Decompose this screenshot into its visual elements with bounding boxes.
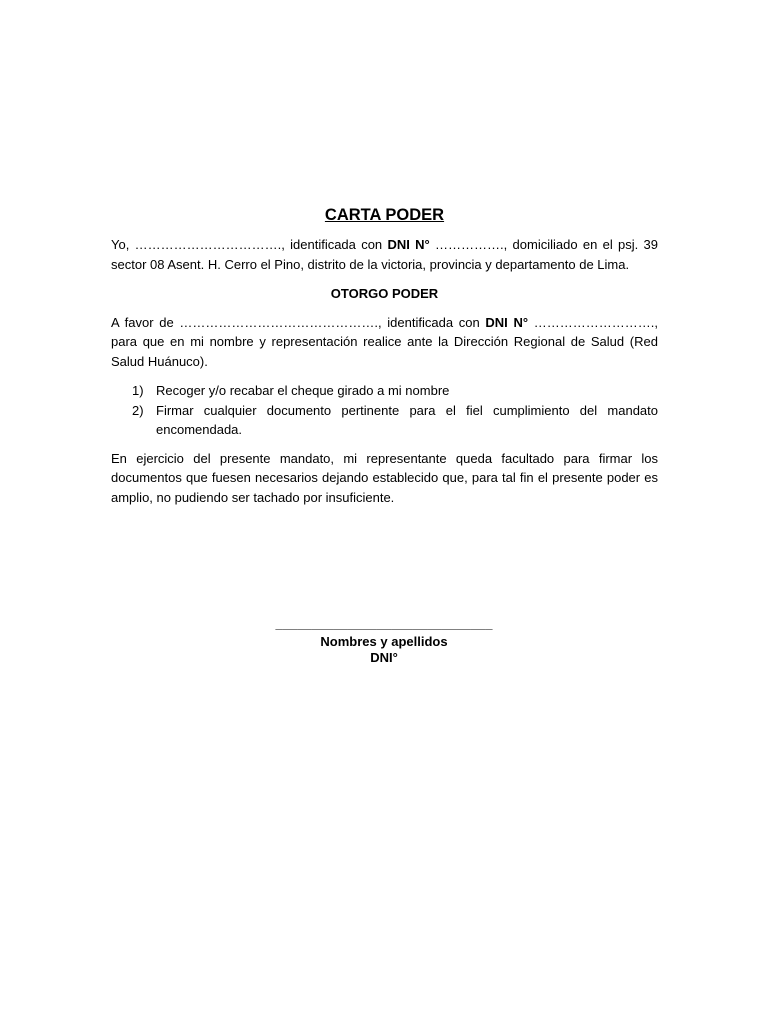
grantee-paragraph: [111, 313, 658, 372]
list-item-number: 2): [132, 402, 144, 418]
list-item-number: 1): [132, 383, 144, 398]
grantor-text-2: ……………., domiciliado en el psj. 39 sector 08 Asent. H. Cerro el Pino, distrito de la victoria, provincia y departamento de Lima.: [111, 237, 659, 272]
mandate-paragraph: En ejercicio del presente mandato, mi representante queda facultado para firmar los documentos que fuesen necesarios dejando establecido que, para tal fin el presente poder es amplio, no pudiendo ser tachado por insuficiente.: [111, 450, 658, 505]
signature-name-label: Nombres y apellidos: [320, 634, 448, 649]
signature-line: ______________________________: [275, 616, 493, 631]
powers-list: [111, 381, 658, 440]
list-item: [111, 381, 658, 401]
section-heading: OTORGO PODER: [330, 286, 439, 301]
list-item: [111, 401, 658, 440]
grantor-dni-label: DNI N°: [387, 237, 430, 252]
signature-block: [0, 616, 768, 666]
grantee-dni-label: DNI N°: [485, 314, 529, 330]
document-title: CARTA PODER: [324, 206, 445, 224]
grantee-text-2: ………………………., para que en mi nombre y representación realice ante la Dirección Regional de Salud (Red Salud Huánuco).: [111, 314, 658, 369]
list-item-text: Recoger y/o recabar el cheque girado a mi nombre: [156, 383, 450, 398]
grantor-paragraph: [111, 235, 658, 274]
grantor-text-1: Yo, ……………………………., identificada con: [111, 237, 388, 252]
document-body: [111, 204, 658, 517]
list-item-text: Firmar cualquier documento pertinente para el fiel cumplimiento del mandato encomendada.: [156, 402, 658, 437]
signature-id-label: DNI°: [370, 650, 398, 665]
grantee-text-1: A favor de ………………………………………., identificada con: [111, 314, 486, 330]
